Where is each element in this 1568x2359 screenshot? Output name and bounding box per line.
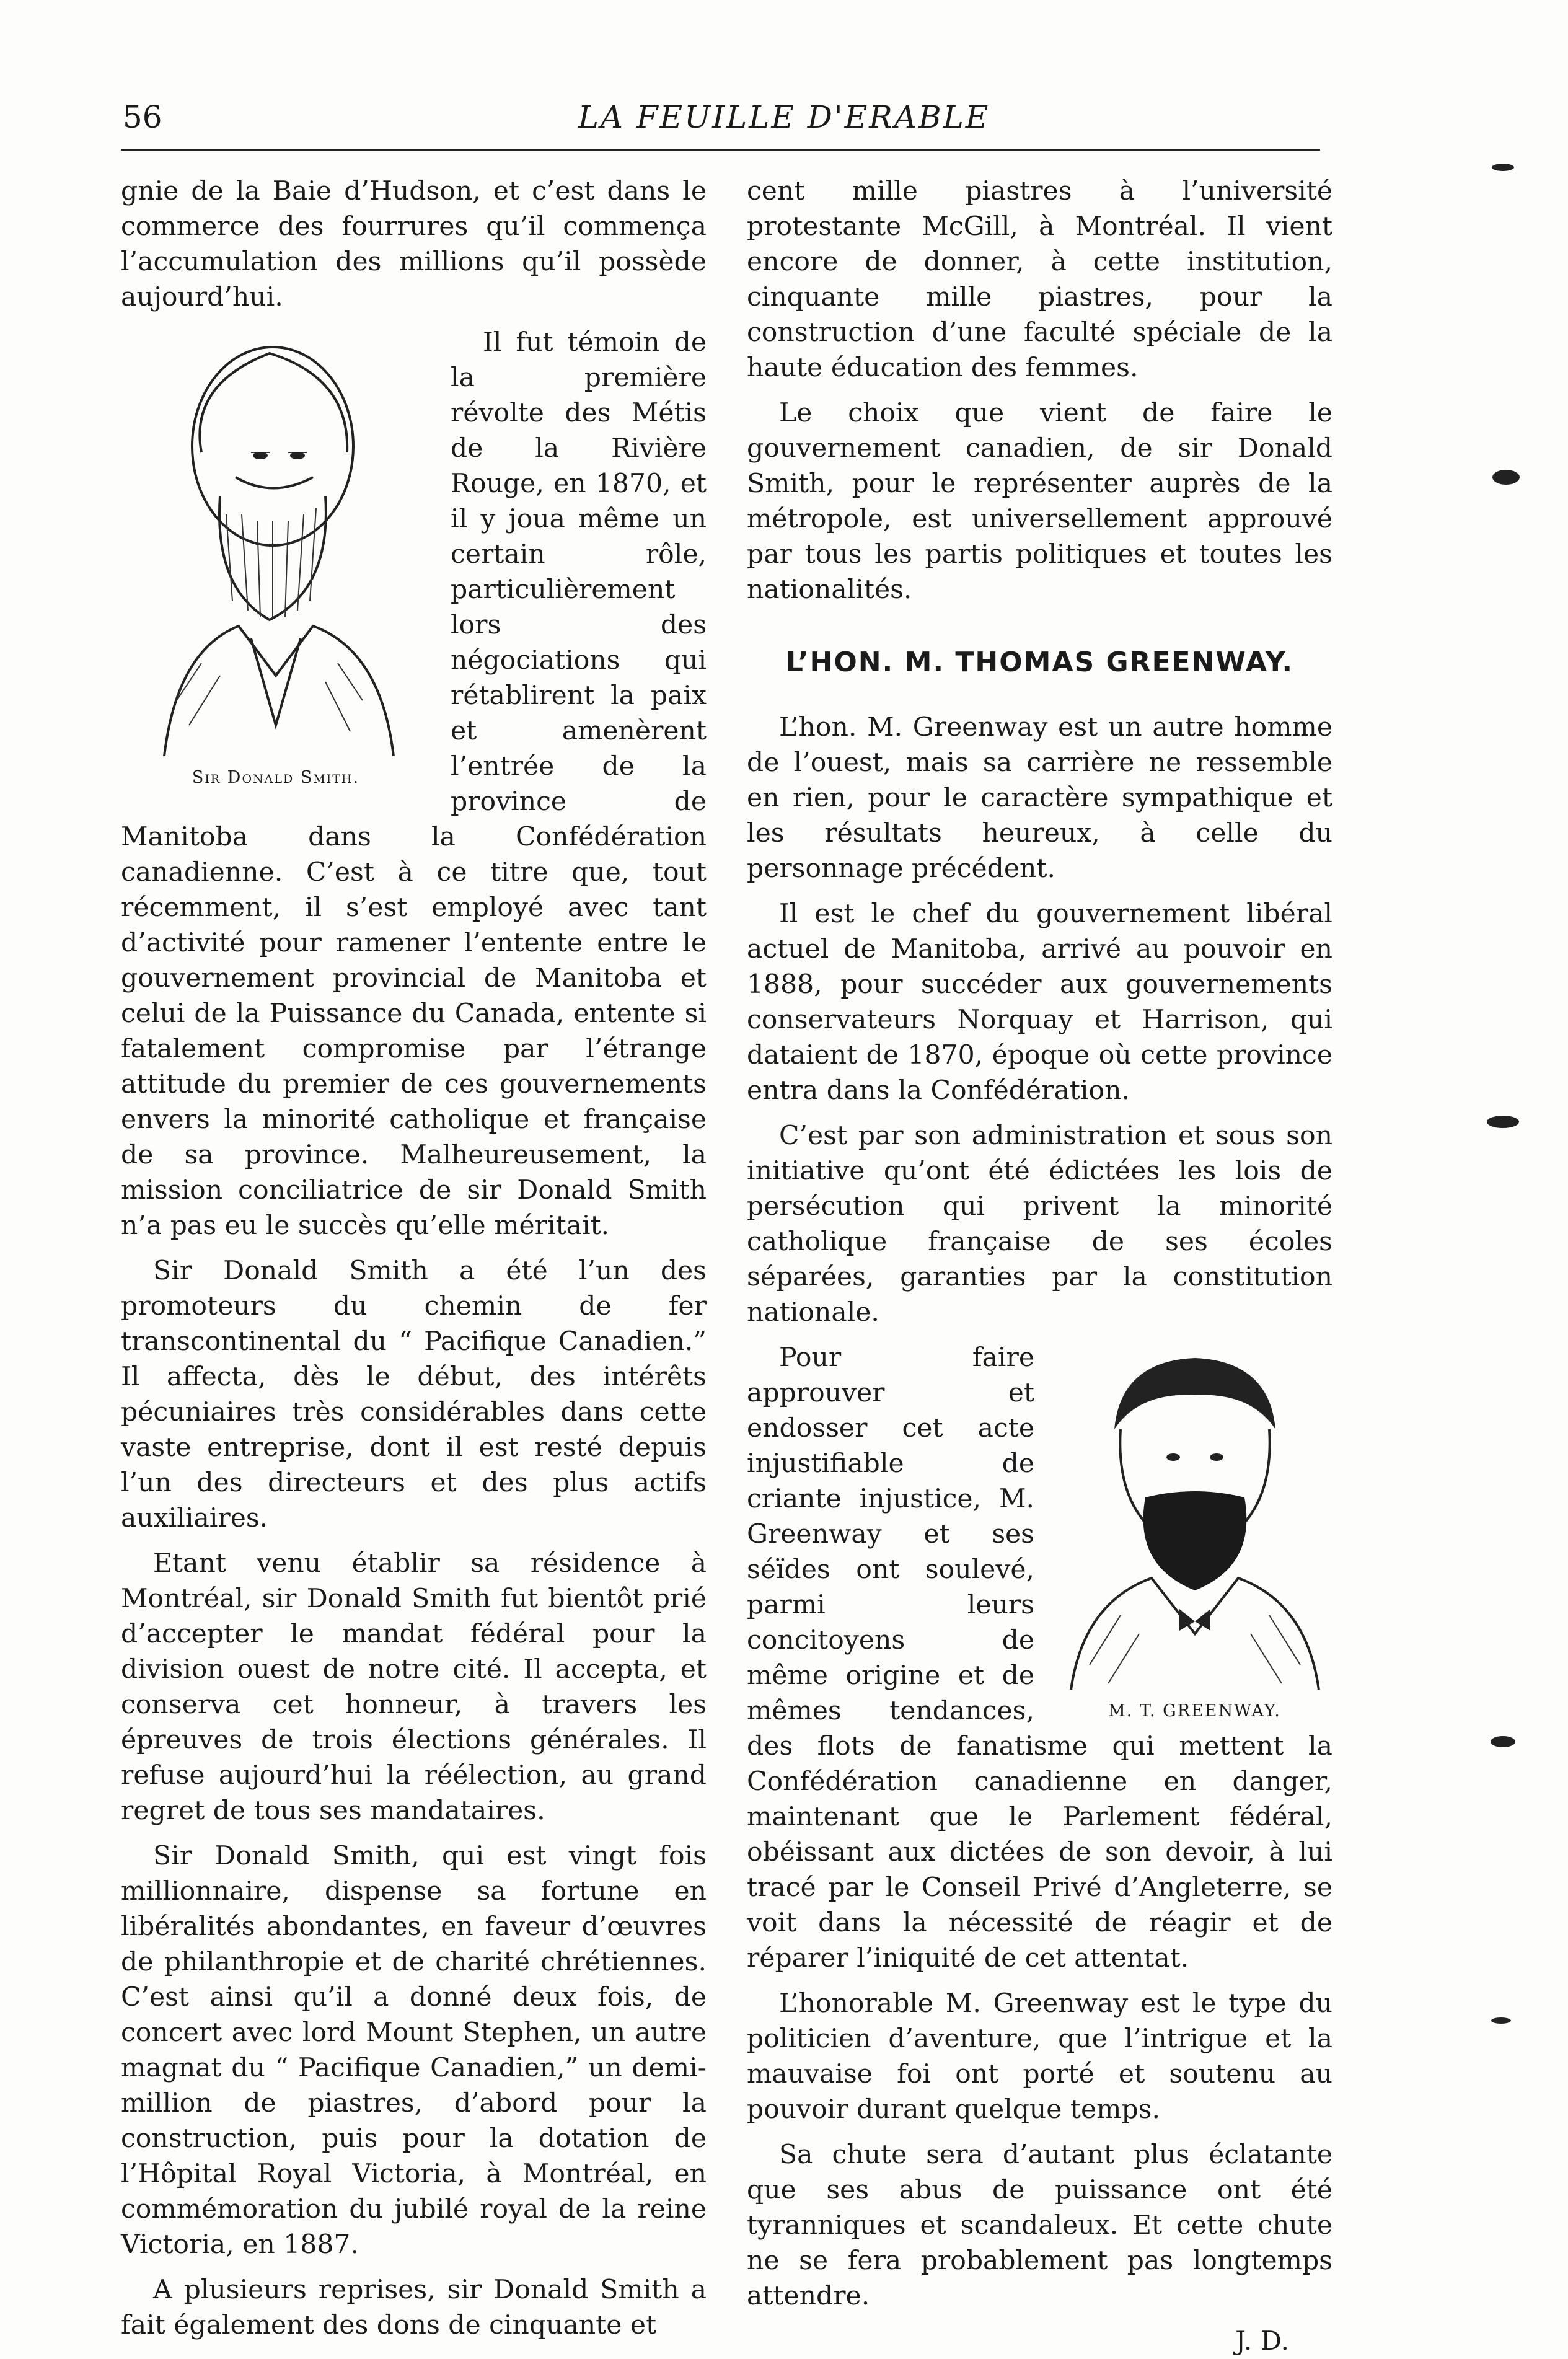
paragraph: gnie de la Baie d’Hudson, et c’est dans le commerce des fourrures qu’il commença l’accumulation des millions qu’il possède aujourd’hui. bbox=[121, 176, 707, 312]
paragraph: cent mille piastres à l’université protestante McGill, à Montréal. Il vient encore de donner, à cette institution, cinquante mille piastres, pour la construction d’une faculté spéciale de la haute éducation des femmes. bbox=[747, 176, 1332, 383]
paragraph: L’honorable M. Greenway est le type du politicien d’aventure, que l’intrigue et la mauvaise foi ont porté et soutenu au pouvoir durant quelque temps. bbox=[747, 1988, 1332, 2125]
paragraph: Sa chute sera d’autant plus éclatante que ses abus de puissance ont été tyranniques et scandaleux. Et cette chute ne se fera probablement pas longtemps attendre. bbox=[747, 2140, 1332, 2311]
margin-specks bbox=[1444, 0, 1568, 2332]
page-number: 56 bbox=[123, 99, 162, 135]
engraved-portrait-image bbox=[1052, 1343, 1337, 1690]
paragraph: L’hon. M. Greenway est un autre homme de l’ouest, mais sa carrière ne ressemble en rien, pour le caractère sympathique et les résultats heureux, à celle du personnage précédent. bbox=[747, 712, 1332, 884]
paragraph: Sir Donald Smith, qui est vingt fois millionnaire, dispense sa fortune en libéralités abondantes, en faveur d’œuvres de philanthropie et de charité chrétiennes. C’est ainsi qu’il a donné deux fois, de concert avec lord Mount Stephen, un autre magnat du “ Pacifique Canadien,” un demi-million de piastres, d’abord pour la construction, puis pour la dotation de l’Hôpital Royal Victoria, à Montréal, en commémoration du jubilé royal de la reine Victoria, en 1887. bbox=[121, 1841, 707, 2260]
paragraph: Il est le chef du gouvernement libéral actuel de Manitoba, arrivé au pouvoir en 1888, pour succéder aux gouvernements conservateurs Norquay et Harrison, qui dataient de 1870, époque où cette province entra dans la Confédération. bbox=[747, 899, 1332, 1106]
header-rule bbox=[121, 149, 1320, 151]
section-heading: L’HON. M. THOMAS GREENWAY. bbox=[785, 646, 1294, 678]
left-column bbox=[121, 174, 707, 2353]
signature: J. D. bbox=[1235, 2326, 1289, 2357]
right-column bbox=[747, 174, 1332, 2359]
portrait-m-greenway bbox=[1044, 1343, 1345, 1729]
paragraph: Sir Donald Smith a été l’un des promoteurs du chemin de fer transcontinental du “ Pacifique Canadien.” Il affecta, dès le début, des intérêts pécuniaires très considérables dans cette vaste entreprise, dont il est resté depuis l’un des directeurs et des plus actifs auxiliaires. bbox=[121, 1256, 707, 1533]
portrait-caption: Sir Donald Smith. bbox=[192, 768, 360, 787]
portrait-caption: M. T. GREENWAY. bbox=[1108, 1701, 1281, 1721]
paragraph: Pour faire approuver et endosser cet acte injustifiable de criante injustice, M. Greenway et ses séïdes ont soulevé, parmi leurs concitoyens de même origine et de mêmes tendances, des flots de fanatisme qui mettent la Confédération canadienne en danger, maintenant que le Parlement fédéral, obéissant aux dictées de son devoir, à lui tracé par le Conseil Privé d’Angleterre, se voit dans la nécessité de réagir et de réparer l’iniquité de cet attentat. bbox=[747, 1343, 1332, 1973]
paragraph: Le choix que vient de faire le gouvernement canadien, de sir Donald Smith, pour le représenter auprès de la métropole, est universellement approuvé par tous les partis politiques et toutes les nationalités. bbox=[747, 398, 1332, 605]
paragraph: Il fut témoin de la première révolte des Métis de la Rivière Rouge, en 1870, et il y joua même un certain rôle, particulièrement lors des négociations qui rétablirent la paix et amenèrent l’entrée de la province de Manitoba dans la Confédération canadienne. C’est à ce titre que, tout récemment, il s’est employé avec tant d’activité pour ramener l’entente entre le gouvernement provincial de Manitoba et celui de la Puissance du Canada, entente si fatalement compromise par l’étrange attitude du premier de ces gouvernements envers la minorité catholique et française de sa province. Malheureusement, la mission conciliatrice de sir Donald Smith n’a pas eu le succès qu’elle méritait. bbox=[121, 327, 707, 1241]
engraved-portrait-image bbox=[127, 328, 425, 756]
running-title: LA FEUILLE D'ERABLE bbox=[578, 99, 990, 135]
portrait-sir-donald-smith bbox=[115, 328, 437, 795]
paragraph: A plusieurs reprises, sir Donald Smith a fait également des dons de cinquante et bbox=[121, 2275, 707, 2340]
paragraph: C’est par son administration et sous son initiative qu’ont été édictées les lois de persécution qui privent la minorité catholique française de ses écoles séparées, garanties par la constitution nationale. bbox=[747, 1121, 1332, 1328]
paragraph: Etant venu établir sa résidence à Montréal, sir Donald Smith fut bientôt prié d’accepter le mandat fédéral pour la division ouest de notre cité. Il accepta, et conserva cet honneur, à travers les épreuves de trois élections générales. Il refuse aujourd’hui la réélection, au grand regret de tous ses mandataires. bbox=[121, 1548, 707, 1826]
